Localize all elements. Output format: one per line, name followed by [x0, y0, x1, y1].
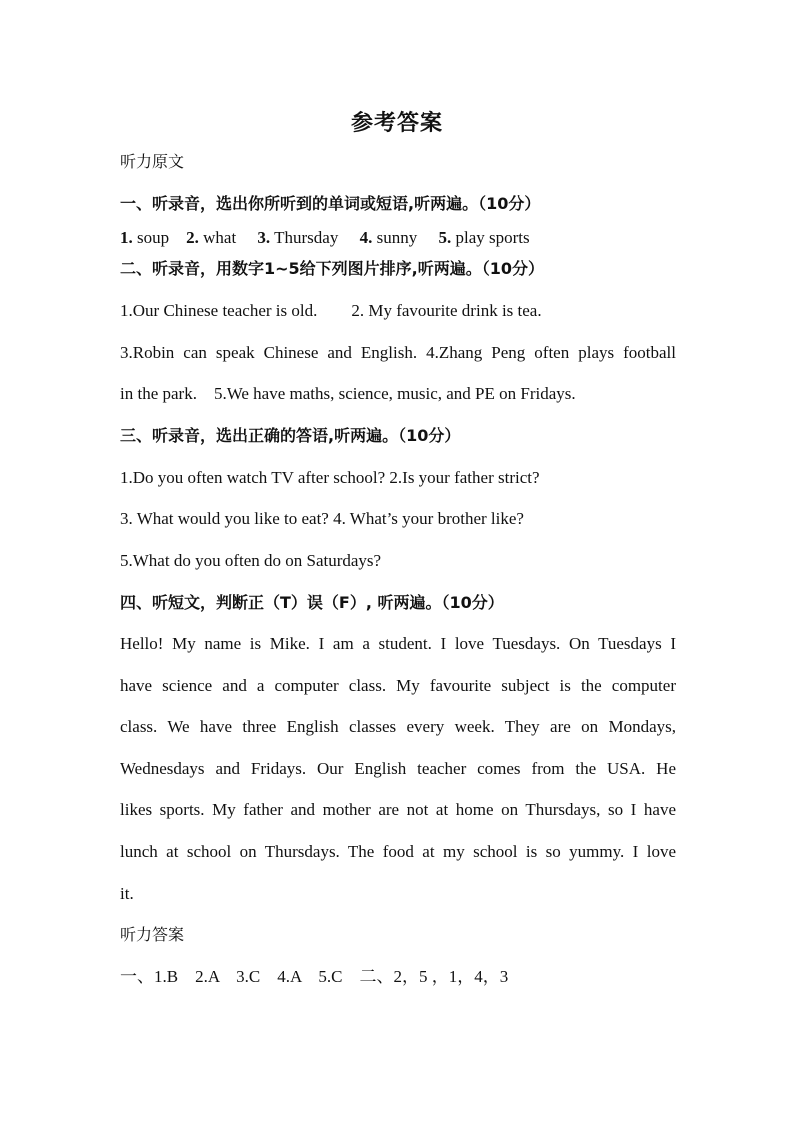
section1-item-num: 2. [186, 228, 199, 247]
section1-item-text: play sports [455, 228, 530, 247]
section2-line: in the park. 5.We have maths, science, music, and PE on Fridays. [120, 384, 576, 403]
section4-passage-line: likes sports. My father and mother are not at home on Thursdays, so I have [120, 800, 676, 819]
section1-item-num: 1. [120, 228, 133, 247]
section4-passage-line: it. [120, 884, 134, 903]
section4-passage-line: have science and a computer class. My favourite subject is the computer [120, 676, 676, 695]
section2-line: 3.Robin can speak Chinese and English. 4.Zhang Peng often plays football [120, 343, 676, 362]
answers-heading: 听力答案 [120, 925, 185, 944]
section3-heading: 三、听录音，选出正确的答语,听两遍。（10分） [120, 426, 461, 445]
section1-item-text: soup [137, 228, 170, 247]
section1-item-text: what [203, 228, 237, 247]
listening-text-heading: 听力原文 [120, 152, 185, 171]
section1-item-num: 3. [257, 228, 271, 247]
section1-item-text: Thursday [274, 228, 339, 247]
section2-heading: 二、听录音，用数字1~5给下列图片排序,听两遍。（10分） [120, 259, 545, 278]
section1-item-num: 4. [359, 228, 373, 247]
answers-line: 一、1.B 2.A 3.C 4.A 5.C 二、2，5 ，1，4，3 [120, 967, 509, 986]
section1-heading: 一、听录音，选出你所听到的单词或短语,听两遍。（10分） [120, 194, 541, 213]
section4-heading: 四、听短文，判断正（T）误（F）, 听两遍。（10分） [120, 593, 504, 612]
section1-word-list [120, 227, 676, 249]
section1-item-text: sunny [376, 228, 418, 247]
section2-line: 1.Our Chinese teacher is old. 2. My favourite drink is tea. [120, 301, 542, 320]
section3-line: 1.Do you often watch TV after school? 2.Is your father strict? [120, 468, 540, 487]
section4-passage-line: lunch at school on Thursdays. The food at my school is so yummy. I love [120, 842, 676, 861]
section3-line: 5.What do you often do on Saturdays? [120, 551, 382, 570]
section3-line: 3. What would you like to eat? 4. What’s your brother like? [120, 509, 524, 528]
section1-item-num: 5. [438, 228, 452, 247]
section4-passage-line: Wednesdays and Fridays. Our English teacher comes from the USA. He [120, 759, 676, 778]
section4-passage-line: class. We have three English classes every week. They are on Mondays, [120, 717, 676, 736]
section4-passage-line: Hello! My name is Mike. I am a student. I love Tuesdays. On Tuesdays I [120, 634, 676, 653]
page-title: 参考答案 [350, 111, 443, 136]
